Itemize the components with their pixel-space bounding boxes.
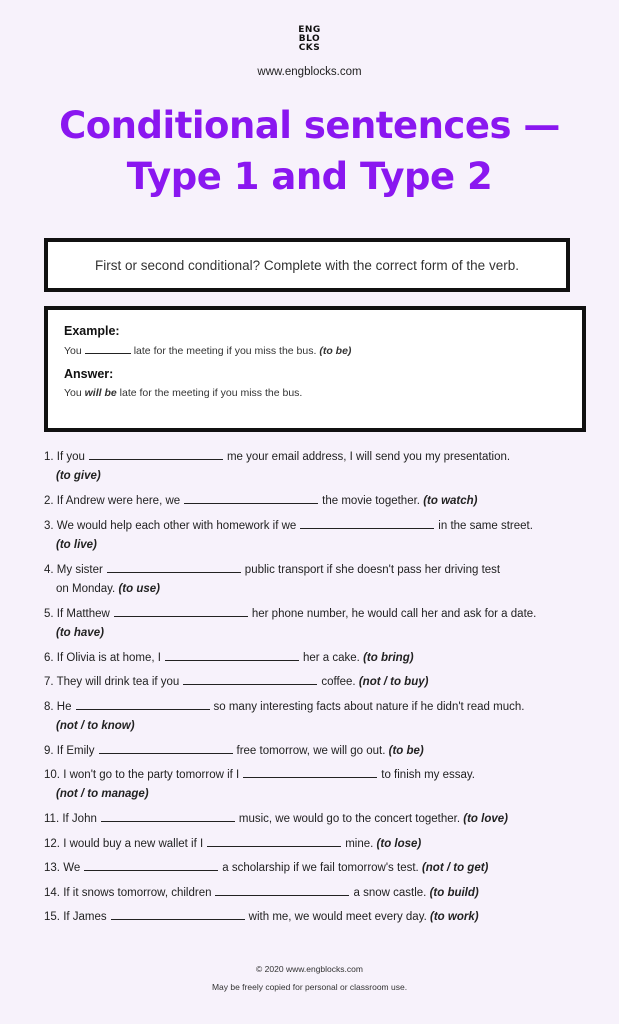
answer-fill: will be bbox=[84, 387, 117, 399]
exercise-item bbox=[44, 857, 584, 879]
item-text-after: her phone number, he would call her and ask for a date. bbox=[251, 607, 537, 620]
item-hint: (to love) bbox=[463, 813, 508, 825]
item-text-after: public transport if she doesn't pass her driving test bbox=[244, 563, 501, 576]
exercise-item bbox=[44, 764, 584, 802]
footer-copyright: © 2020 www.engblocks.com bbox=[256, 964, 363, 974]
answer-blank[interactable] bbox=[300, 518, 434, 529]
title-line-1: Conditional sentences — bbox=[59, 104, 560, 147]
item-text-after: with me, we would meet every day. bbox=[248, 911, 427, 923]
answer-blank[interactable] bbox=[89, 449, 223, 460]
item-text-before: They will drink tea if you bbox=[56, 676, 180, 688]
item-number: 8. bbox=[44, 700, 54, 713]
exercise-item bbox=[44, 490, 584, 512]
item-hint: (to watch) bbox=[423, 495, 478, 507]
item-text-after: her a cake. bbox=[302, 651, 360, 664]
answer-blank[interactable] bbox=[207, 836, 341, 847]
item-number: 10. bbox=[44, 769, 60, 781]
item-number: 12. bbox=[44, 837, 60, 850]
item-number: 11. bbox=[44, 813, 60, 825]
item-text-cont: on Monday. bbox=[56, 582, 116, 595]
item-text-before: He bbox=[56, 700, 72, 713]
item-number: 1. bbox=[44, 451, 54, 463]
item-text-after: a scholarship if we fail tomorrow's test. bbox=[222, 862, 419, 874]
answer-blank[interactable] bbox=[99, 743, 233, 754]
answer-blank[interactable] bbox=[184, 493, 318, 504]
item-text-after: me your email address, I will send you my presentation. bbox=[226, 451, 511, 463]
item-text-after: music, we would go to the concert together. bbox=[238, 813, 461, 825]
item-text-after: a snow castle. bbox=[353, 886, 427, 899]
item-text-before: If Andrew were here, we bbox=[56, 495, 181, 507]
answer-blank[interactable] bbox=[215, 885, 349, 896]
item-number: 4. bbox=[44, 563, 54, 576]
answer-sentence bbox=[64, 387, 582, 399]
item-text-before: If you bbox=[56, 451, 85, 463]
answer-before: You bbox=[64, 387, 82, 399]
answer-blank[interactable] bbox=[76, 699, 210, 710]
item-text-before: If Emily bbox=[56, 744, 95, 757]
example-hint: (to be) bbox=[319, 345, 352, 357]
exercise-item bbox=[44, 906, 584, 928]
item-hint: (to have) bbox=[56, 626, 104, 639]
item-hint: (to work) bbox=[430, 911, 479, 923]
exercise-item bbox=[44, 808, 584, 830]
item-number: 6. bbox=[44, 651, 54, 664]
item-text-before: My sister bbox=[56, 563, 103, 576]
example-after: late for the meeting if you miss the bus. bbox=[133, 345, 317, 357]
item-hint: (to bring) bbox=[363, 651, 414, 664]
answer-blank[interactable] bbox=[107, 562, 241, 573]
logo-line: BLO bbox=[298, 34, 321, 44]
item-text-after: to finish my essay. bbox=[381, 769, 476, 781]
item-number: 5. bbox=[44, 607, 54, 620]
exercise-item bbox=[44, 603, 584, 641]
instructions-text: First or second conditional? Complete with the correct form of the verb. bbox=[95, 257, 519, 273]
exercise-item bbox=[44, 515, 584, 553]
item-text-before: If it snows tomorrow, children bbox=[63, 886, 212, 899]
answer-blank[interactable] bbox=[165, 650, 299, 661]
answer-label: Answer: bbox=[64, 367, 114, 381]
item-number: 9. bbox=[44, 744, 54, 757]
item-number: 7. bbox=[44, 676, 54, 688]
title-line-2: Type 1 and Type 2 bbox=[126, 155, 493, 198]
item-number: 3. bbox=[44, 519, 54, 532]
item-text-after: the movie together. bbox=[322, 495, 420, 507]
item-text-before: If John bbox=[62, 813, 97, 825]
item-text-before: If James bbox=[63, 911, 107, 923]
answer-blank[interactable] bbox=[183, 674, 317, 685]
item-hint: (to lose) bbox=[376, 837, 422, 850]
item-number: 2. bbox=[44, 495, 54, 507]
item-number: 15. bbox=[44, 911, 60, 923]
instructions-box bbox=[44, 238, 570, 292]
example-box bbox=[44, 306, 586, 432]
item-text-after: mine. bbox=[345, 837, 374, 850]
logo-line: CKS bbox=[298, 43, 321, 53]
item-text-after: in the same street. bbox=[438, 519, 533, 532]
item-text-before: If Matthew bbox=[56, 607, 110, 620]
site-url[interactable]: www.engblocks.com bbox=[257, 66, 362, 78]
item-number: 13. bbox=[44, 862, 60, 874]
answer-blank[interactable] bbox=[84, 860, 218, 871]
answer-blank[interactable] bbox=[111, 909, 245, 920]
example-blank bbox=[85, 344, 131, 354]
item-hint: (to build) bbox=[429, 886, 479, 899]
exercise-item bbox=[44, 833, 584, 855]
item-text-after: free tomorrow, we will go out. bbox=[236, 744, 386, 757]
answer-blank[interactable] bbox=[101, 811, 235, 822]
item-hint: (not / to manage) bbox=[56, 788, 149, 800]
answer-blank[interactable] bbox=[243, 767, 377, 778]
item-hint: (not / to know) bbox=[56, 719, 135, 732]
logo bbox=[0, 26, 619, 55]
exercise-item bbox=[44, 647, 584, 669]
exercise-item bbox=[44, 882, 584, 904]
answer-after: late for the meeting if you miss the bus. bbox=[119, 387, 303, 399]
item-hint: (to give) bbox=[56, 470, 101, 482]
footer-note: May be freely copied for personal or classroom use. bbox=[211, 982, 408, 992]
item-text-before: I won't go to the party tomorrow if I bbox=[63, 769, 240, 781]
item-hint: (to live) bbox=[56, 538, 97, 551]
exercise-item bbox=[44, 671, 584, 693]
item-hint: (not / to buy) bbox=[358, 676, 429, 688]
engblocks-logo bbox=[298, 26, 321, 53]
exercise-item bbox=[44, 446, 584, 484]
example-sentence bbox=[64, 344, 582, 357]
item-text-before: We would help each other with homework if we bbox=[56, 519, 297, 532]
item-text-before: I would buy a new wallet if I bbox=[63, 837, 204, 850]
page-title bbox=[0, 100, 619, 202]
item-text-before: We bbox=[63, 862, 81, 874]
answer-blank[interactable] bbox=[114, 606, 248, 617]
exercise-list bbox=[44, 446, 584, 931]
example-label: Example: bbox=[64, 324, 120, 338]
item-text-after: so many interesting facts about nature if he didn't read much. bbox=[213, 700, 525, 713]
example-before: You bbox=[64, 345, 82, 357]
logo-line: ENG bbox=[298, 25, 321, 35]
item-hint: (not / to get) bbox=[421, 862, 489, 874]
item-number: 14. bbox=[44, 886, 60, 899]
exercise-item bbox=[44, 696, 584, 734]
item-hint: (to be) bbox=[388, 744, 424, 757]
exercise-item bbox=[44, 740, 584, 762]
item-text-before: If Olivia is at home, I bbox=[56, 651, 161, 664]
exercise-item bbox=[44, 559, 584, 597]
item-text-after: coffee. bbox=[321, 676, 356, 688]
item-hint: (to use) bbox=[118, 582, 160, 595]
